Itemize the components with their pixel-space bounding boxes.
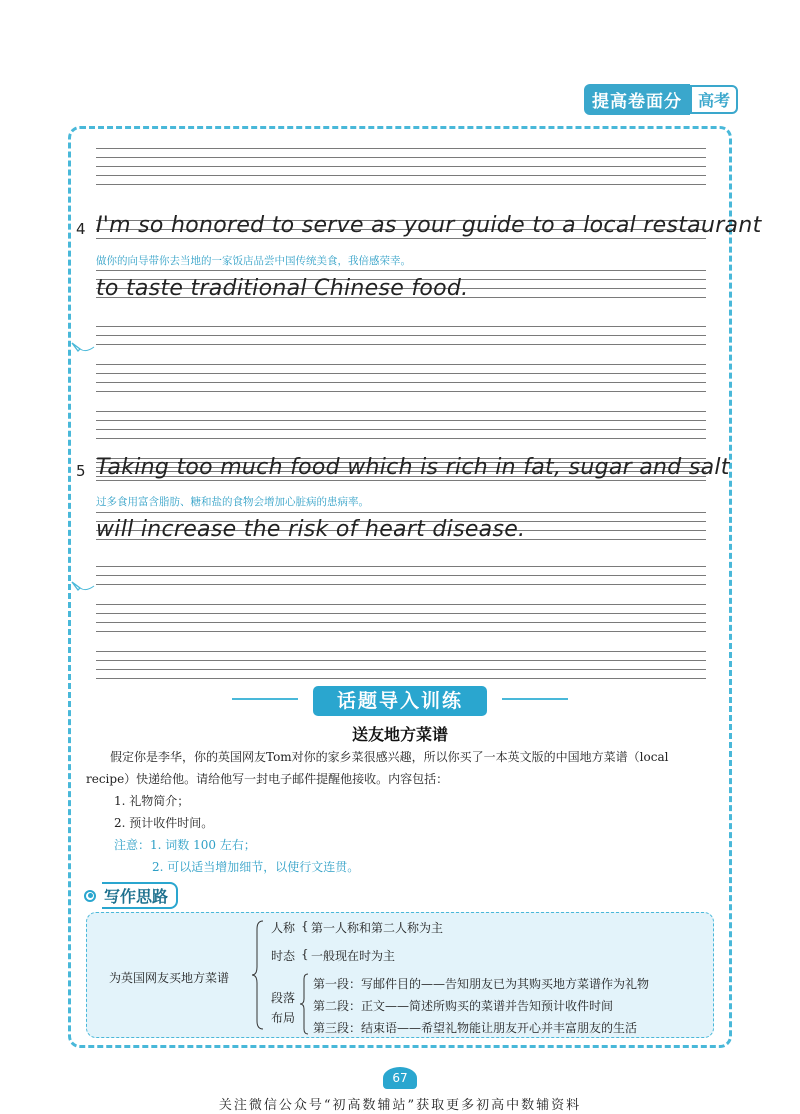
pencil-icon (70, 341, 96, 353)
outline-map (86, 912, 714, 1038)
prompt-line: 假定你是李华，你的英国网友Tom对你的家乡菜很感兴趣，所以你买了一本英文版的中国地方菜谱（local (110, 750, 669, 764)
chinese-hint: 过多食用富含脂肪、糖和盐的食物会增加心脏病的患病率。 (96, 496, 369, 508)
page-number: 67 (383, 1067, 417, 1089)
outline-root: 为英国网友买地方菜谱 (109, 971, 230, 985)
chinese-hint: 做你的向导带你去当地的一家饭店品尝中国传统美食，我倍感荣幸。 (96, 255, 411, 267)
note-line: 注意：1. 词数 100 左右； (114, 838, 256, 852)
brace-icon: { (301, 919, 309, 933)
handwriting-line: Taking too much food which is rich in fat, sugar and salt (96, 455, 730, 480)
writing-ideas-label: 写作思路 (102, 882, 178, 909)
bullet-icon (84, 890, 96, 902)
note-line: 2. 可以适当增加细节，以使行文连贯。 (152, 860, 360, 874)
person-label: 人称 (271, 921, 296, 935)
header-badge-main: 提高卷面分 (584, 84, 690, 115)
title-rule-left (232, 698, 298, 700)
task-item: 2. 预计收件时间。 (114, 816, 214, 830)
ruled-lines-top (96, 140, 706, 185)
prompt-line: recipe）快递给他。请给他写一封电子邮件提醒他接收。内容包括： (86, 772, 449, 786)
title-rule-right (502, 698, 568, 700)
handwriting-line: I'm so honored to serve as your guide to a local restaurant (96, 213, 762, 238)
handwriting-line: to taste traditional Chinese food. (96, 276, 469, 301)
paragraph-label: 段落 (271, 991, 296, 1005)
brace-icon: { (301, 947, 309, 961)
task-prompt (86, 746, 716, 878)
brace-icon (299, 973, 309, 1035)
paragraph-item: 第二段：正文——简述所购买的菜谱并告知预计收件时间 (313, 999, 614, 1013)
brace-icon (251, 919, 265, 1031)
ruled-lines-practice-2 (96, 558, 706, 679)
paragraph-item: 第一段：写邮件目的——告知朋友已为其购买地方菜谱作为礼物 (313, 977, 650, 991)
header-badge (584, 84, 738, 115)
task-item: 1. 礼物简介； (114, 794, 190, 808)
sentence-number: 5 (76, 462, 86, 480)
tense-label: 时态 (271, 949, 296, 963)
handwriting-line: will increase the risk of heart disease. (96, 517, 526, 542)
writing-ideas-heading (84, 882, 178, 909)
pencil-icon (70, 580, 96, 592)
paragraph-label: 布局 (271, 1011, 296, 1025)
tense-value: 一般现在时为主 (311, 949, 396, 963)
person-value: 第一人称和第二人称为主 (311, 921, 444, 935)
section-title: 话题导入训练 (313, 686, 487, 716)
footer-text: 关注微信公众号“初高数辅站”获取更多初高中数辅资料 (218, 1098, 582, 1113)
paragraph-item: 第三段：结束语——希望礼物能让朋友开心并丰富朋友的生活 (313, 1021, 638, 1035)
header-badge-sub: 高考 (690, 85, 738, 114)
sentence-number: 4 (76, 220, 86, 238)
section-subtitle: 送友地方菜谱 (351, 725, 448, 744)
